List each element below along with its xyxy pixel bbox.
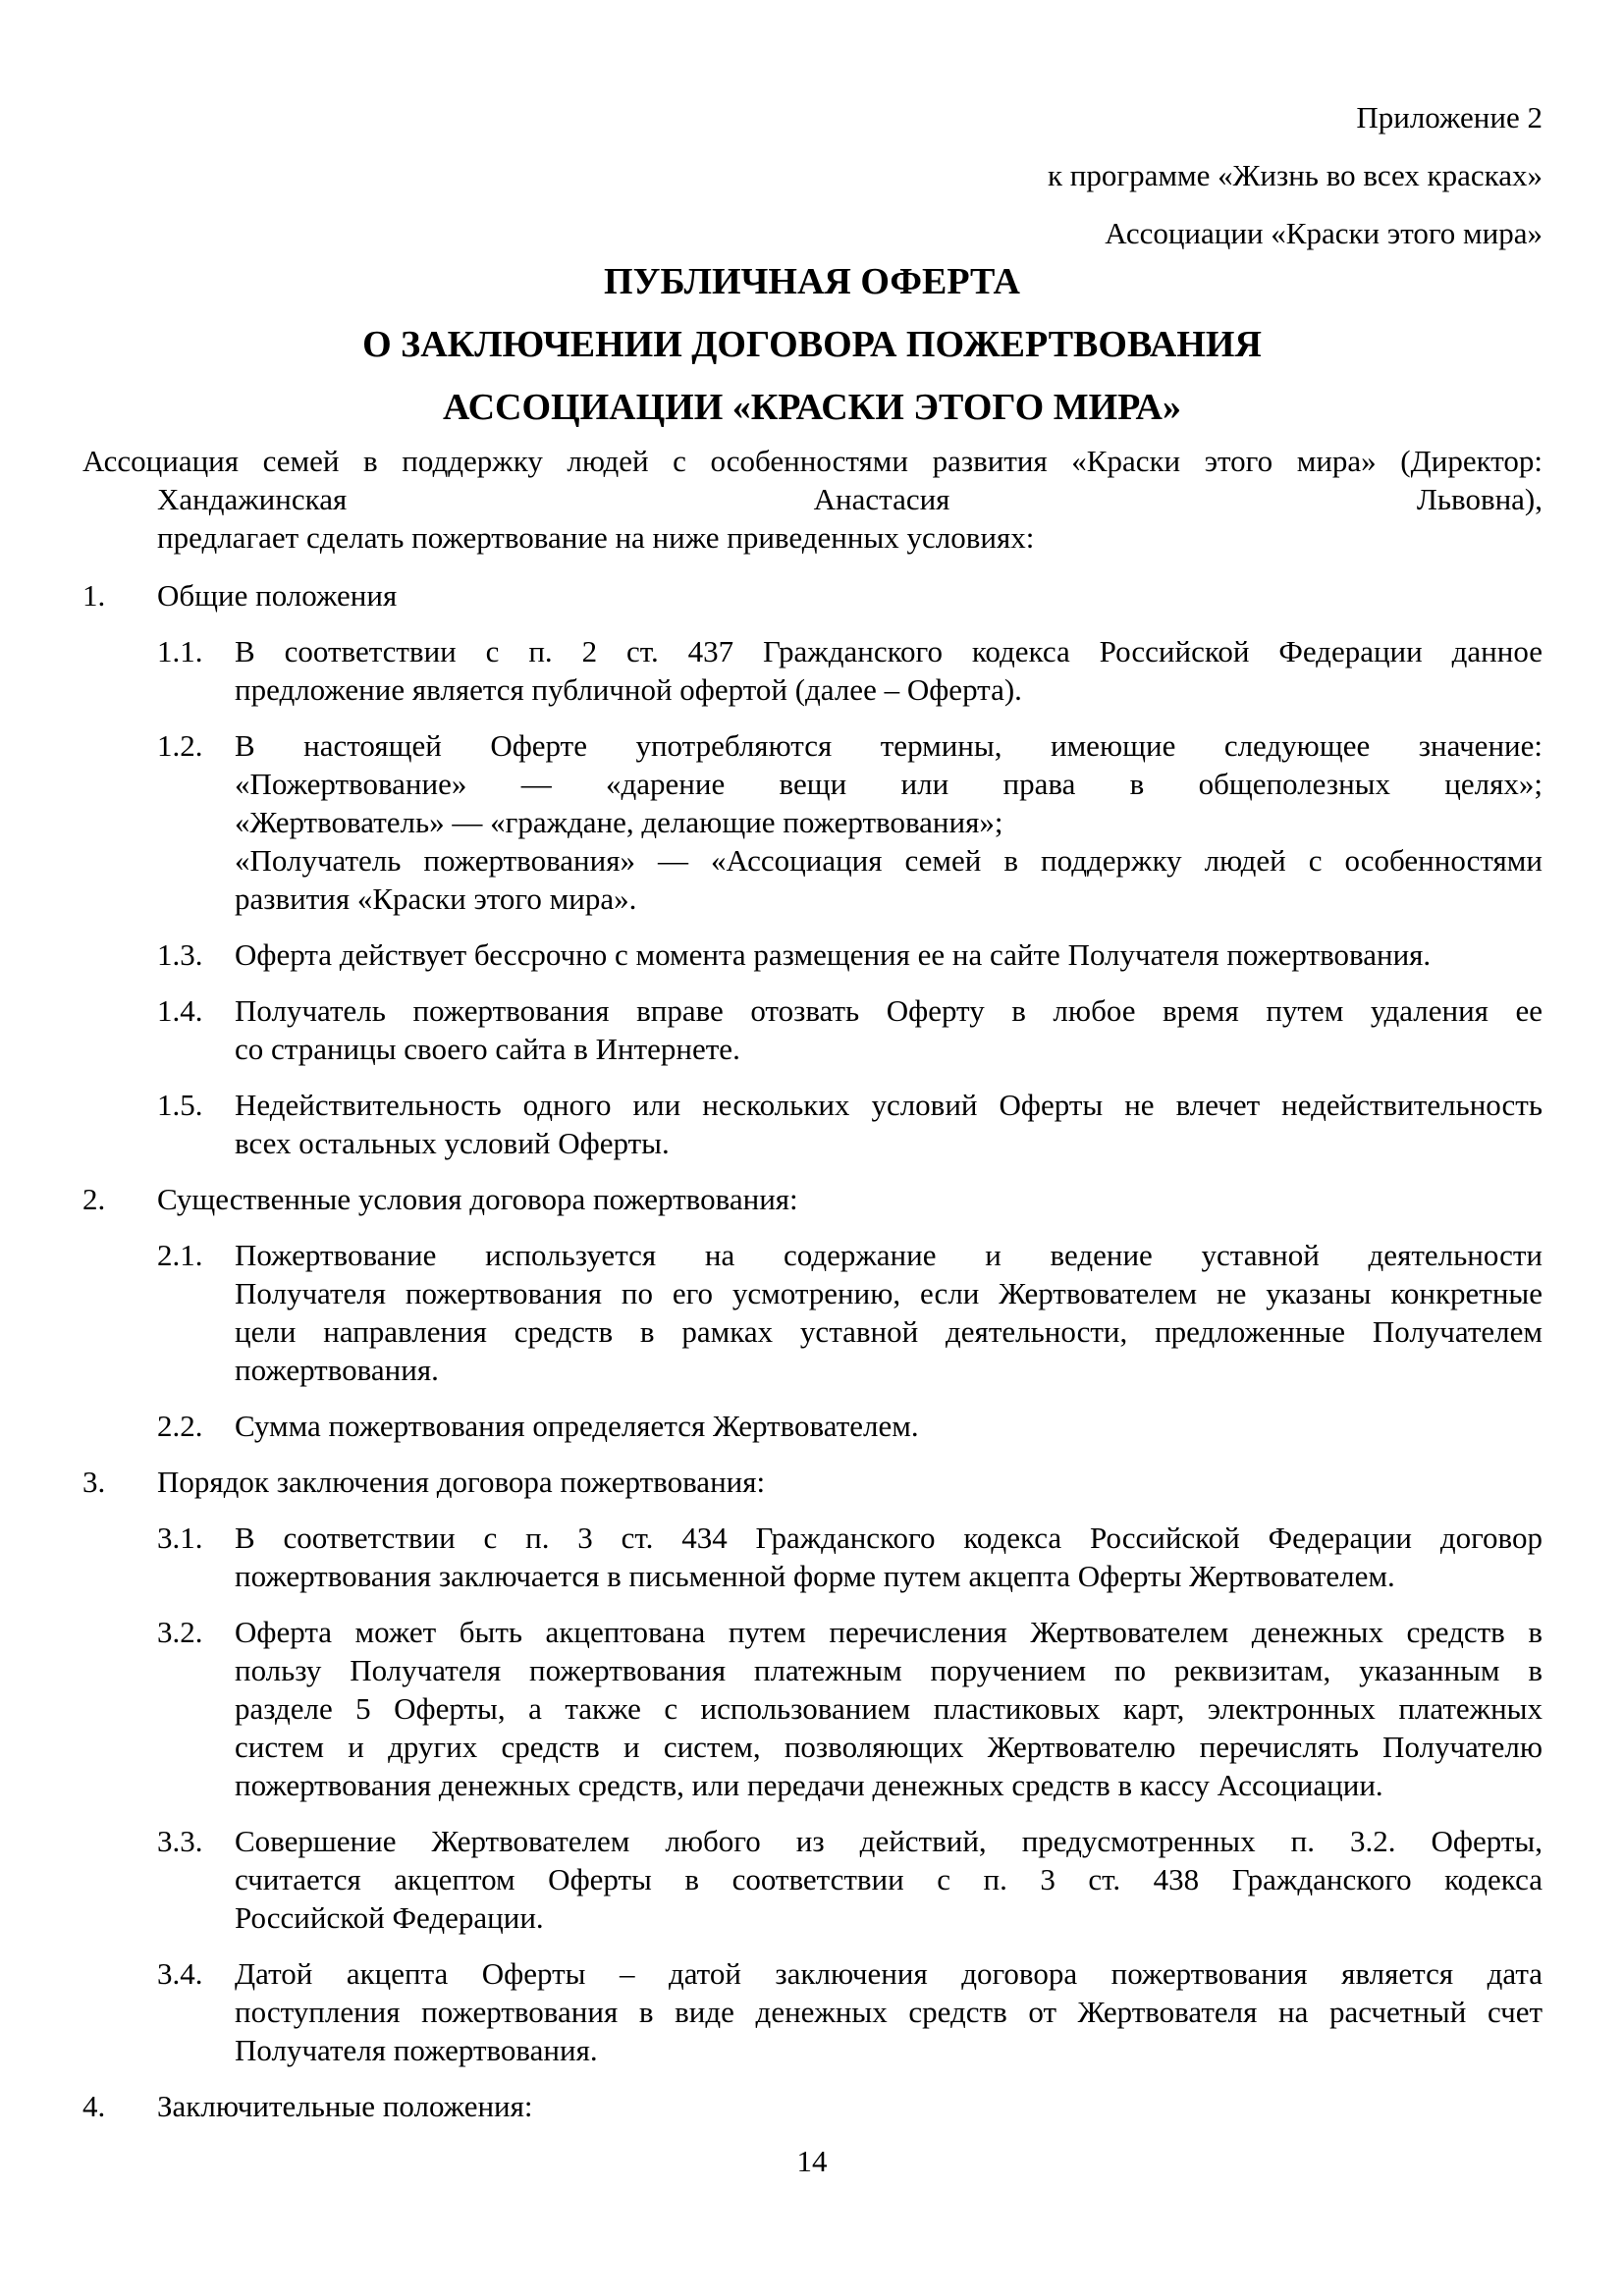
clause-text-line: разделе 5 Оферты, а также с использованием пластиковых карт, электронных платежных (235, 1691, 1543, 1726)
sections-list (82, 576, 1543, 2125)
section-number: 3. (82, 1465, 106, 1499)
clause-text-line: Сумма пожертвования определяется Жертвователем. (235, 1409, 919, 1443)
clause-text-line: В настоящей Оферте употребляются термины, имеющие следующее значение: (235, 728, 1543, 763)
clause-number: 3.2. (157, 1615, 203, 1649)
clause-number: 1.5. (157, 1088, 203, 1122)
title-line-3: АССОЦИАЦИИ «КРАСКИ ЭТОГО МИРА» (443, 387, 1181, 428)
clause-number: 1.4. (157, 993, 203, 1028)
clause-item (82, 1407, 1543, 1445)
clause-text-line: пожертвования заключается в письменной форме путем акцепта Оферты Жертвователем. (235, 1559, 1395, 1593)
clause-number: 2.2. (157, 1409, 203, 1443)
section-number: 2. (82, 1182, 106, 1216)
clause-text-line: развития «Краски этого мира». (235, 881, 637, 916)
clause-text-line: Совершение Жертвователем любого из действий, предусмотренных п. 3.2. Оферты, (235, 1824, 1543, 1858)
section-heading (82, 576, 1543, 614)
clause-text-line: Получателя пожертвования по его усмотрению, если Жертвователем не указаны конкретные (235, 1276, 1543, 1310)
clause-text-line: «Жертвователь» — «граждане, делающие пожертвования»; (235, 805, 1003, 839)
section-heading (82, 2087, 1543, 2125)
clause-item (82, 935, 1543, 974)
clause-number: 1.3. (157, 937, 203, 972)
clause-item (82, 1613, 1543, 1804)
clause-text-line: Датой акцепта Оферты – датой заключения договора пожертвования является дата (235, 1956, 1543, 1991)
clause-item (82, 1236, 1543, 1389)
intro-line-1: Ассоциация семей в поддержку людей с особенностями развития «Краски этого мира» (Директор: (82, 444, 1543, 478)
clause-text-line: пользу Получателя пожертвования платежным поручением по реквизитам, указанным в (235, 1653, 1543, 1687)
clause-item (82, 1086, 1543, 1162)
clause-text-line: В соответствии с п. 3 ст. 434 Гражданского кодекса Российской Федерации договор (235, 1521, 1543, 1555)
clause-text-line: предложение является публичной офертой (далее – Оферта). (235, 672, 1022, 707)
clause-number: 1.1. (157, 634, 203, 668)
intro-line-3: предлагает сделать пожертвование на ниже приведенных условиях: (157, 520, 1035, 555)
clause-text-line: Пожертвование используется на содержание и ведение уставной деятельности (235, 1238, 1543, 1272)
section-heading (82, 1180, 1543, 1218)
clause-number: 1.2. (157, 728, 203, 763)
section-title: Порядок заключения договора пожертвования: (157, 1465, 766, 1499)
appendix-line-2: к программе «Жизнь во всех красках» (1047, 158, 1543, 192)
clause-text-line: поступления пожертвования в виде денежных средств от Жертвователя на расчетный счет (235, 1995, 1543, 2029)
clause-item (82, 1954, 1543, 2069)
section-number: 4. (82, 2089, 106, 2123)
clause-item (82, 991, 1543, 1068)
clause-text-line: «Получатель пожертвования» — «Ассоциация семей в поддержку людей с особенностями (235, 843, 1543, 878)
section-title: Общие положения (157, 578, 398, 613)
clause-text-line: Российской Федерации. (235, 1900, 544, 1935)
clause-text-line: «Пожертвование» — «дарение вещи или права в общеполезных целях»; (235, 767, 1543, 801)
section-title: Заключительные положения: (157, 2089, 533, 2123)
document-body (82, 442, 1543, 2143)
clause-item (82, 726, 1543, 918)
section-heading (82, 1463, 1543, 1501)
intro-paragraph (82, 442, 1543, 557)
title-line-1: ПУБЛИЧНАЯ ОФЕРТА (604, 261, 1020, 302)
document-title (0, 250, 1624, 439)
clause-text-line: систем и других средств и систем, позволяющих Жертвователю перечислять Получателю (235, 1730, 1543, 1764)
clause-number: 3.4. (157, 1956, 203, 1991)
clause-item (82, 1822, 1543, 1937)
clause-text-line: В соответствии с п. 2 ст. 437 Гражданского кодекса Российской Федерации данное (235, 634, 1543, 668)
clause-text-line: Оферта действует бессрочно с момента размещения ее на сайте Получателя пожертвования. (235, 937, 1432, 972)
clause-text-line: Недействительность одного или нескольких условий Оферты не влечет недействительность (235, 1088, 1543, 1122)
clause-text-line: цели направления средств в рамках уставной деятельности, предложенные Получателем (235, 1314, 1543, 1349)
clause-item (82, 632, 1543, 709)
clause-text-line: всех остальных условий Оферты. (235, 1126, 670, 1160)
clause-text-line: пожертвования. (235, 1353, 439, 1387)
page-number: 14 (796, 2144, 828, 2178)
clause-text-line: Получатель пожертвования вправе отозвать Оферту в любое время путем удаления ее (235, 993, 1543, 1028)
section-number: 1. (82, 578, 106, 613)
clause-number: 3.3. (157, 1824, 203, 1858)
clause-text-line: пожертвования денежных средств, или передачи денежных средств в кассу Ассоциации. (235, 1768, 1383, 1802)
clause-item (82, 1519, 1543, 1595)
clause-text-line: Получателя пожертвования. (235, 2033, 598, 2067)
appendix-line-1: Приложение 2 (1356, 100, 1543, 134)
appendix-line-3: Ассоциации «Краски этого мира» (1105, 216, 1543, 250)
section-title: Существенные условия договора пожертвования: (157, 1182, 798, 1216)
clause-text-line: считается акцептом Оферты в соответствии с п. 3 ст. 438 Гражданского кодекса (235, 1862, 1543, 1896)
appendix-header (1048, 88, 1543, 262)
clause-number: 3.1. (157, 1521, 203, 1555)
title-line-2: О ЗАКЛЮЧЕНИИ ДОГОВОРА ПОЖЕРТВОВАНИЯ (362, 324, 1262, 365)
clause-text-line: со страницы своего сайта в Интернете. (235, 1032, 740, 1066)
intro-line-2: Хандажинская Анастасия Львовна), (157, 482, 1543, 516)
clause-number: 2.1. (157, 1238, 203, 1272)
clause-text-line: Оферта может быть акцептована путем перечисления Жертвователем денежных средств в (235, 1615, 1543, 1649)
